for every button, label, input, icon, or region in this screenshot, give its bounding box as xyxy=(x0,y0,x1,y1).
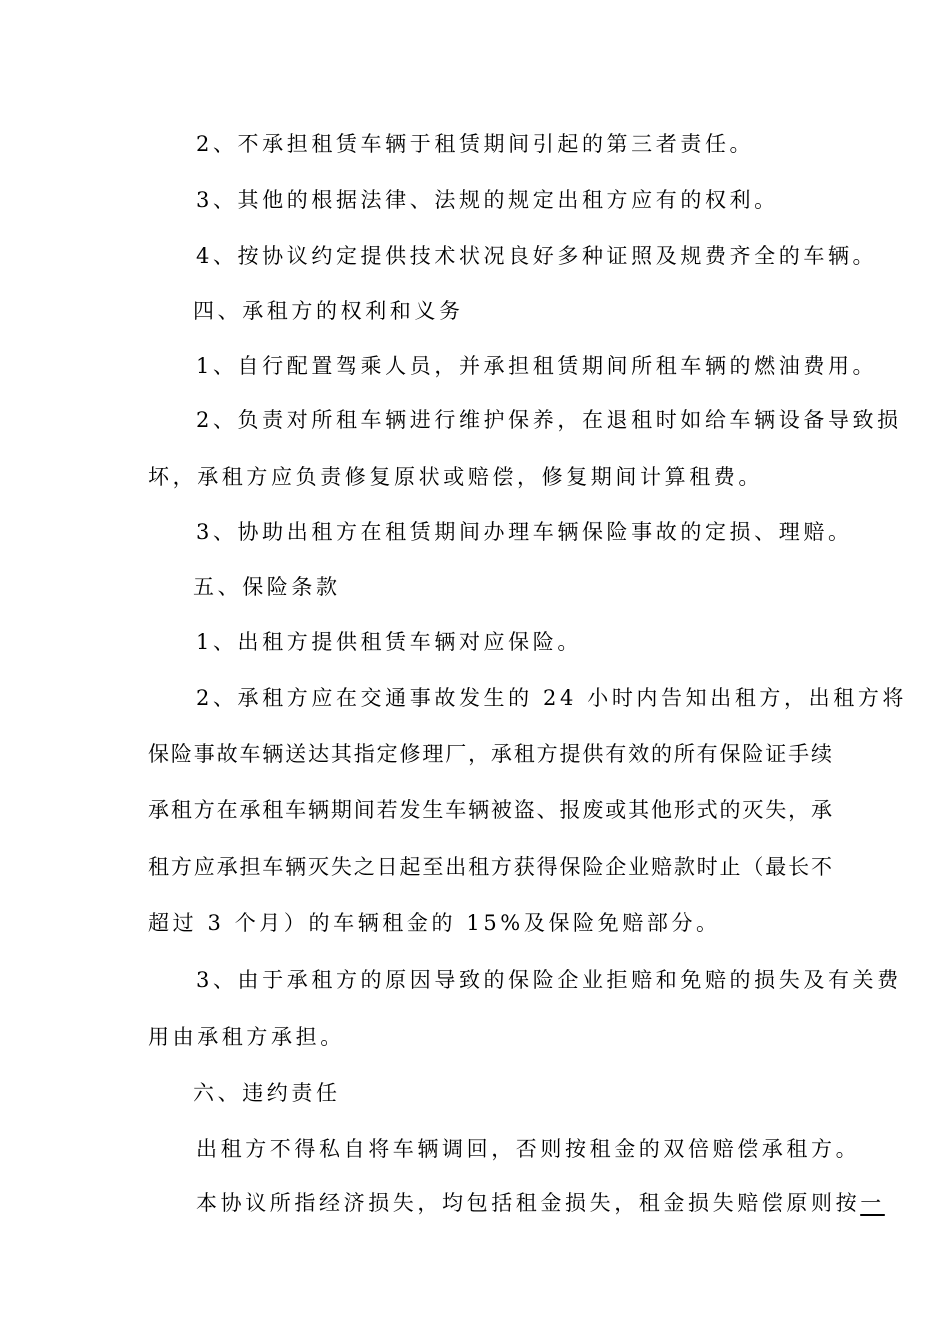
paragraph-line: 坏，承租方应负责修复原状或赔偿，修复期间计算租费。 xyxy=(148,465,763,489)
section-heading: 五、保险条款 xyxy=(193,575,341,599)
paragraph-line: 租方应承担车辆灭失之日起至出租方获得保险企业赔款时止（最长不 xyxy=(148,855,832,879)
paragraph-line: 4、按协议约定提供技术状况良好多种证照及规费齐全的车辆。 xyxy=(196,244,878,268)
paragraph-line: 2、承租方应在交通事故发生的 24 小时内告知出租方，出租方将 xyxy=(196,686,908,710)
paragraph-line: 3、由于承租方的原因导致的保险企业拒赔和免赔的损失及有关费 xyxy=(196,968,902,992)
paragraph-line: 承租方在承租车辆期间若发生车辆被盗、报废或其他形式的灭失，承 xyxy=(148,798,832,822)
paragraph-line: 出租方不得私自将车辆调回，否则按租金的双倍赔偿承租方。 xyxy=(196,1137,861,1161)
section-heading: 四、承租方的权利和义务 xyxy=(193,299,464,323)
underlined-fill-text: 一 xyxy=(860,1191,885,1215)
paragraph-line-text: 本协议所指经济损失，均包括租金损失，租金损失赔偿原则按 xyxy=(196,1191,861,1215)
paragraph-line: 3、协助出租方在租赁期间办理车辆保险事故的定损、理赔。 xyxy=(196,520,853,544)
paragraph-line: 超过 3 个月）的车辆租金的 15%及保险免赔部分。 xyxy=(148,911,721,935)
section-heading: 六、违约责任 xyxy=(193,1081,341,1105)
paragraph-line: 1、自行配置驾乘人员，并承担租赁期间所租车辆的燃油费用。 xyxy=(196,354,878,378)
paragraph-line: 保险事故车辆送达其指定修理厂，承租方提供有效的所有保险证手续 xyxy=(148,742,832,766)
paragraph-line xyxy=(196,1188,885,1218)
paragraph-line: 用由承租方承担。 xyxy=(148,1025,345,1049)
paragraph-line: 2、不承担租赁车辆于租赁期间引起的第三者责任。 xyxy=(196,132,755,156)
paragraph-line: 3、其他的根据法律、法规的规定出租方应有的权利。 xyxy=(196,188,779,212)
paragraph-line: 2、负责对所租车辆进行维护保养，在退租时如给车辆设备导致损 xyxy=(196,408,902,432)
paragraph-line: 1、出租方提供租赁车辆对应保险。 xyxy=(196,630,582,654)
